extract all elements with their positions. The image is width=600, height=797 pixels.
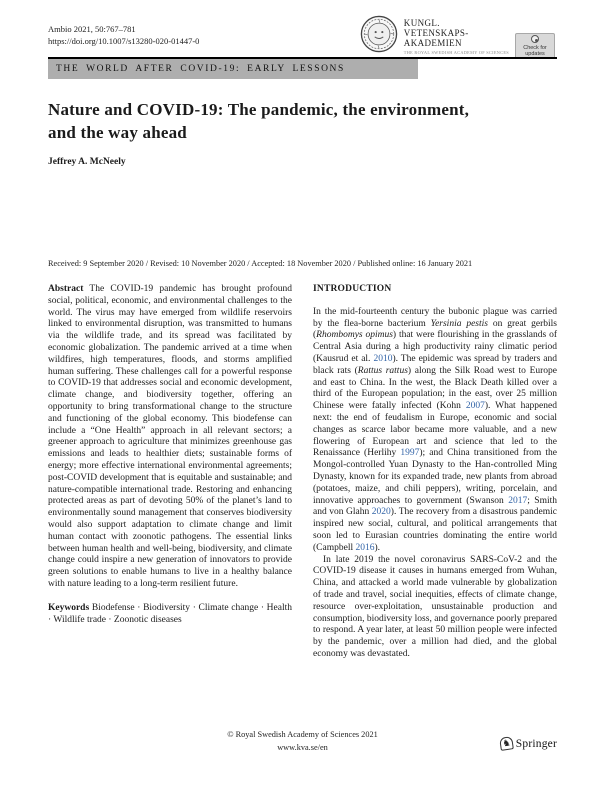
text-segment: on great gerbils ( bbox=[313, 318, 557, 341]
text-segment: ) that were flourishing in the grasslands of Central Asia during a high productivity rainy climatic period (Kausrud et al. bbox=[313, 330, 557, 364]
citation-link[interactable]: 2017 bbox=[508, 495, 528, 506]
text-segment: ). The epidemic was spread by traders and black rats ( bbox=[313, 353, 557, 376]
text-segment: ). What happened next: the end of feudalism in Europe, economic and social changes as scarce labor became more valuable, and a new flowering of European art and science that led to the Renaissance (Herlihy bbox=[313, 401, 557, 459]
academy-name-line: KUNGL. bbox=[403, 18, 440, 28]
text-segment: ). bbox=[374, 542, 381, 553]
academy-name-block bbox=[404, 15, 509, 55]
academy-seal-icon bbox=[360, 15, 398, 53]
springer-horse-icon: ♞ bbox=[499, 736, 514, 751]
journal-ref: Ambio 2021, 50:767–781 bbox=[48, 24, 136, 34]
left-column bbox=[48, 284, 292, 661]
abstract-text: The COVID-19 pandemic has brought profound social, political, economic, and environmental challenges to the world. The virus may have emerged from wildlife reservoirs linked to environmental disruption, was transmitted to humans via the wildlife trade, and its spread was facilitated by economic globalization. The pandemic arrived at a time when wildfires, high temperatures, floods, and storms amplified human suffering. These challenges call for a powerful response to COVID-19 that addresses social and economic development, climate change, and biodiversity together, offering an opportunity to bring transformational change to the structure and functioning of the global economy. This biodefense can include a “One Health” approach in all relevant sectors; a greener approach to agriculture that minimizes greenhouse gas emissions and leads to healthier diets; sustainable forms of energy; more effective international environmental agreements; post-COVID development that is equitable and sustainable; and nature-compatible international trade. Restoring and enhancing protected areas as part of devoting 50% of the planet’s land to environmentally sound management that conserves biodiversity would also support adaptation to climate change and limit human contact with zoonotic pathogens. The essential links between human health and well-being, biodiversity, and climate change could inspire a new generation of innovators to provide green solutions to enable humans to live in a healthy balance with nature leading to a long-term resilient future. bbox=[48, 284, 292, 589]
check-for-updates-badge[interactable] bbox=[515, 33, 555, 59]
bibliographic-header bbox=[48, 24, 199, 47]
footer-center bbox=[48, 728, 557, 754]
keywords-text: Biodefense · Biodiversity · Climate change · Health · Wildlife trade · Zoonotic diseases bbox=[48, 602, 293, 625]
footer-url[interactable]: www.kva.se/en bbox=[277, 743, 328, 752]
text-segment: ; Smith and von Glahn bbox=[313, 495, 557, 518]
right-column bbox=[313, 284, 557, 661]
article-history-dates: Received: 9 September 2020 / Revised: 10 November 2020 / Accepted: 18 November 2020 / Published online: 16 January 2021 bbox=[48, 259, 473, 268]
doi-link[interactable]: https://doi.org/10.1007/s13280-020-01447-0 bbox=[48, 35, 200, 46]
badge-label-line2: updates bbox=[525, 50, 545, 57]
text-segment: In late 2019 the novel coronavirus SARS-CoV-2 and the COVID-19 disease it causes in humans emerged from Wuhan, China, and attacked a world made vulnerable by globalization of trade and travel, social inequities, effects of climate change, resource over-exploitation, unsustainable production and consumption, biodiversity loss, and governance poorly prepared to respond. A year later, at least 50 million people were infected by the pandemic, over a million had died, and the global economy was devastated. bbox=[313, 554, 557, 659]
badge-label-line1: Check for bbox=[523, 44, 547, 51]
introduction-paragraph-1 bbox=[313, 307, 557, 555]
keywords-label: Keywords bbox=[48, 602, 90, 613]
springer-logo bbox=[500, 737, 557, 750]
academy-subtitle: THE ROYAL SWEDISH ACADEMY OF SCIENCES bbox=[403, 50, 509, 55]
citation-link[interactable]: 2016 bbox=[355, 542, 375, 553]
publisher-header bbox=[360, 15, 555, 59]
citation-link[interactable]: 1997 bbox=[400, 448, 420, 459]
keywords-paragraph bbox=[48, 603, 292, 627]
series-banner: THE WORLD AFTER COVID-19: EARLY LESSONS bbox=[48, 59, 418, 79]
crossmark-icon bbox=[531, 35, 539, 43]
species-name: Rattus rattus bbox=[357, 365, 408, 376]
abstract-label: Abstract bbox=[48, 284, 84, 294]
species-name: Yersinia pestis bbox=[430, 318, 488, 329]
footer-copyright: © Royal Swedish Academy of Sciences 2021 bbox=[227, 730, 378, 739]
text-segment: In the mid-fourteenth century the bubonic plague was carried by the flea-borne bacterium bbox=[313, 306, 557, 329]
text-segment: ) along the Silk Road west to Europe and east to China. In the west, the Black Death killed over a third of the European population; in the east, over 25 million Chinese were fatally infected (Kohn bbox=[313, 365, 558, 412]
species-name: Rhombomys opimus bbox=[316, 330, 393, 341]
text-segment: ); and China transitioned from the Mongol-controlled Yuan Dynasty to the Han-controlled Ming Dynasty, known for its expanded trade, new plants from abroad (potatoes, maize, and chili peppers), writing, porcelain, and innovative approaches to government (Swanson bbox=[313, 448, 557, 506]
introduction-paragraph-2 bbox=[313, 555, 557, 661]
text-segment: ). The recovery from a disastrous pandemic inspired new social, cultural, and political arrangements that soon led to Eurasian countries dominating the entire world (Campbell bbox=[313, 507, 557, 553]
citation-link[interactable]: 2007 bbox=[465, 401, 485, 412]
citation-link[interactable]: 2010 bbox=[373, 353, 393, 364]
article-title: Nature and COVID-19: The pandemic, the environment, and the way ahead bbox=[48, 100, 470, 142]
author-name: Jeffrey A. McNeely bbox=[48, 157, 126, 167]
abstract-paragraph bbox=[48, 284, 292, 591]
citation-link[interactable]: 2020 bbox=[371, 507, 391, 518]
academy-name-line: AKADEMIEN bbox=[403, 38, 462, 48]
springer-wordmark: Springer bbox=[515, 737, 557, 750]
introduction-heading: INTRODUCTION bbox=[313, 284, 392, 294]
academy-name-line: VETENSKAPS- bbox=[403, 28, 469, 38]
article-body bbox=[48, 284, 557, 661]
